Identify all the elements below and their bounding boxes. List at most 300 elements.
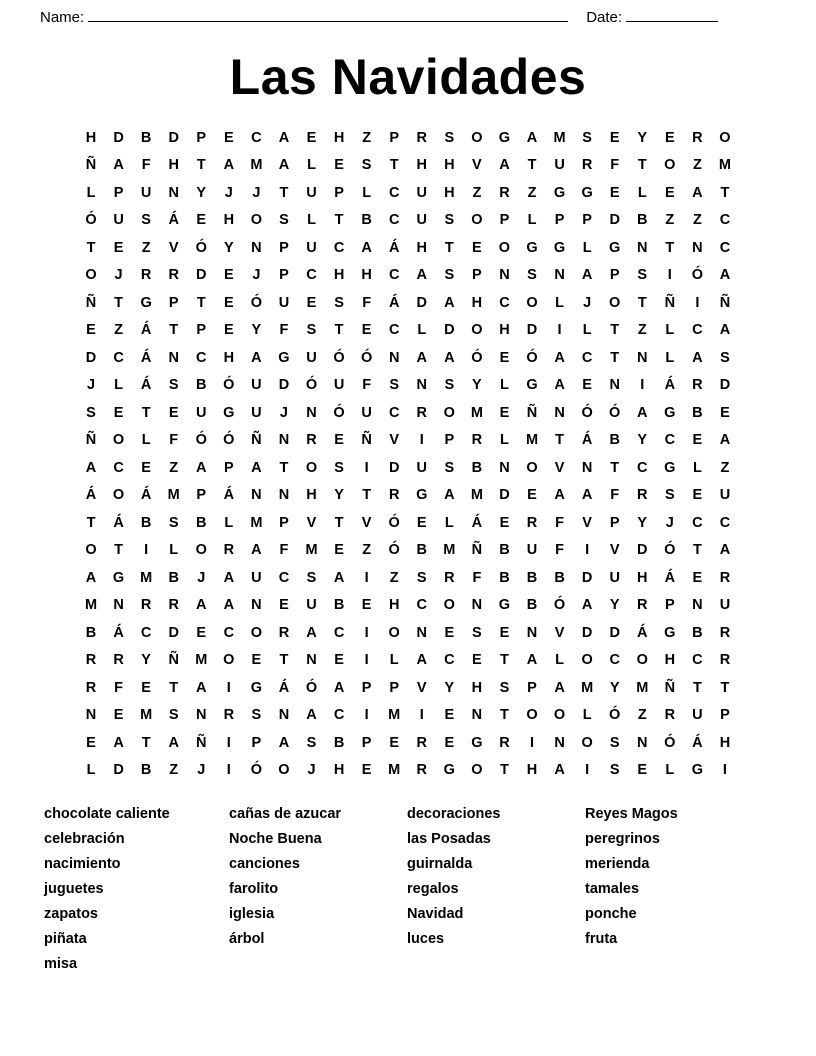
grid-cell[interactable]: S <box>306 734 317 751</box>
word-list-item[interactable]: ponche <box>585 906 637 922</box>
grid-cell[interactable]: Ó <box>250 762 263 778</box>
grid-cell[interactable]: E <box>279 597 289 613</box>
grid-cell[interactable]: Z <box>665 212 675 228</box>
grid-cell[interactable]: Á <box>581 432 593 448</box>
grid-cell[interactable]: P <box>361 734 372 751</box>
grid-cell[interactable]: A <box>196 597 207 613</box>
grid-cell[interactable]: Á <box>692 734 703 751</box>
grid-cell[interactable]: T <box>637 157 647 173</box>
grid-cell[interactable]: Á <box>664 377 676 393</box>
grid-cell[interactable]: P <box>196 129 207 146</box>
grid-cell[interactable]: E <box>416 514 427 531</box>
grid-cell[interactable]: G <box>526 239 538 256</box>
grid-cell[interactable]: D <box>278 377 290 393</box>
grid-cell[interactable]: E <box>361 322 372 338</box>
grid-cell[interactable]: B <box>692 624 703 641</box>
grid-cell[interactable]: A <box>416 652 427 668</box>
grid-cell[interactable]: R <box>444 569 455 586</box>
grid-cell[interactable]: T <box>692 679 702 696</box>
grid-cell[interactable]: R <box>416 734 427 751</box>
grid-cell[interactable]: N <box>251 239 262 256</box>
grid-cell[interactable]: O <box>526 707 538 723</box>
grid-cell[interactable]: S <box>334 459 344 476</box>
grid-cell[interactable]: C <box>719 239 731 256</box>
grid-cell[interactable]: T <box>141 404 151 421</box>
grid-cell[interactable]: F <box>472 569 482 586</box>
grid-cell[interactable]: A <box>554 377 565 393</box>
grid-cell[interactable]: N <box>416 377 427 393</box>
grid-cell[interactable]: P <box>361 679 372 696</box>
grid-cell[interactable]: G <box>581 184 593 201</box>
grid-cell[interactable]: Z <box>169 762 179 778</box>
grid-cell[interactable]: M <box>581 679 594 696</box>
grid-cell[interactable]: T <box>610 459 620 476</box>
grid-cell[interactable]: O <box>471 322 483 338</box>
grid-cell[interactable]: Á <box>113 514 124 531</box>
grid-cell[interactable]: Ó <box>388 514 400 531</box>
grid-cell[interactable]: D <box>581 624 593 641</box>
grid-cell[interactable]: R <box>471 432 483 448</box>
grid-cell[interactable]: P <box>527 679 537 696</box>
grid-cell[interactable]: I <box>722 762 727 778</box>
grid-cell[interactable]: F <box>279 542 289 558</box>
grid-cell[interactable]: E <box>664 184 675 201</box>
word-list-item[interactable]: misa <box>44 956 78 972</box>
grid-cell[interactable]: Ó <box>609 404 621 421</box>
grid-cell[interactable]: S <box>86 404 96 421</box>
grid-cell[interactable]: Ñ <box>664 294 676 311</box>
grid-cell[interactable]: F <box>362 377 372 393</box>
grid-cell[interactable]: S <box>664 487 675 503</box>
grid-cell[interactable]: T <box>692 542 702 558</box>
grid-cell[interactable]: J <box>114 267 123 283</box>
grid-cell[interactable]: L <box>637 184 647 201</box>
grid-cell[interactable]: A <box>223 157 235 173</box>
grid-cell[interactable]: R <box>581 157 593 173</box>
grid-cell[interactable]: S <box>168 514 179 531</box>
grid-cell[interactable]: O <box>112 432 125 448</box>
grid-cell[interactable]: O <box>443 404 455 421</box>
grid-cell[interactable]: E <box>334 157 344 173</box>
grid-cell[interactable]: D <box>388 459 400 476</box>
grid-cell[interactable]: C <box>251 129 262 146</box>
grid-cell[interactable]: A <box>85 569 97 586</box>
grid-cell[interactable]: Ó <box>333 404 345 421</box>
grid-cell[interactable]: H <box>499 322 510 338</box>
grid-cell[interactable]: M <box>553 129 566 146</box>
grid-cell[interactable]: D <box>609 624 620 641</box>
grid-cell[interactable]: S <box>499 679 510 696</box>
grid-cell[interactable]: J <box>252 267 261 283</box>
grid-cell[interactable]: M <box>718 157 731 173</box>
grid-cell[interactable]: Z <box>692 157 702 173</box>
grid-cell[interactable]: D <box>609 212 620 228</box>
grid-cell[interactable]: A <box>692 349 703 366</box>
grid-cell[interactable]: A <box>251 349 262 366</box>
grid-cell[interactable]: R <box>416 129 427 146</box>
grid-cell[interactable]: I <box>364 459 369 476</box>
grid-cell[interactable]: F <box>610 157 620 173</box>
grid-cell[interactable]: E <box>664 129 675 146</box>
grid-cell[interactable]: Y <box>334 487 344 503</box>
grid-cell[interactable]: Á <box>388 294 400 311</box>
grid-cell[interactable]: I <box>226 734 231 751</box>
grid-cell[interactable]: R <box>306 432 317 448</box>
grid-cell[interactable]: L <box>527 212 537 228</box>
grid-cell[interactable]: R <box>719 624 731 641</box>
grid-cell[interactable]: D <box>113 129 124 146</box>
grid-cell[interactable]: B <box>140 762 152 778</box>
grid-cell[interactable]: L <box>555 652 564 668</box>
grid-cell[interactable]: N <box>251 487 262 503</box>
grid-cell[interactable]: E <box>609 129 620 146</box>
grid-cell[interactable]: C <box>388 322 400 338</box>
grid-cell[interactable]: C <box>140 624 152 641</box>
grid-cell[interactable]: A <box>416 349 427 366</box>
grid-cell[interactable]: A <box>692 184 703 201</box>
grid-cell[interactable]: B <box>196 377 207 393</box>
grid-cell[interactable]: P <box>168 294 179 311</box>
grid-cell[interactable]: Ñ <box>168 652 179 668</box>
grid-cell[interactable]: T <box>720 679 730 696</box>
grid-cell[interactable]: O <box>636 652 648 668</box>
word-list-item[interactable]: cañas de azucar <box>229 806 342 822</box>
grid-cell[interactable]: Á <box>140 322 152 338</box>
grid-cell[interactable]: A <box>499 157 510 173</box>
grid-cell[interactable]: P <box>554 212 565 228</box>
grid-cell[interactable]: A <box>554 487 565 503</box>
grid-cell[interactable]: S <box>444 459 455 476</box>
grid-cell[interactable]: C <box>719 514 731 531</box>
grid-cell[interactable]: Y <box>637 514 648 531</box>
grid-cell[interactable]: T <box>527 157 537 173</box>
grid-cell[interactable]: E <box>223 129 234 146</box>
grid-cell[interactable]: S <box>609 762 620 778</box>
grid-cell[interactable]: S <box>389 377 400 393</box>
grid-cell[interactable]: R <box>85 652 97 668</box>
grid-cell[interactable]: Ñ <box>85 294 97 311</box>
grid-cell[interactable]: E <box>444 734 455 751</box>
date-write-line[interactable] <box>626 8 718 22</box>
grid-cell[interactable]: G <box>416 487 428 503</box>
grid-cell[interactable]: E <box>692 432 703 448</box>
grid-cell[interactable]: C <box>692 652 703 668</box>
grid-cell[interactable]: G <box>223 404 235 421</box>
word-list-item[interactable]: árbol <box>229 931 265 947</box>
grid-cell[interactable]: U <box>416 212 427 228</box>
grid-cell[interactable]: C <box>223 624 235 641</box>
grid-cell[interactable]: R <box>499 184 510 201</box>
grid-cell[interactable]: B <box>471 459 483 476</box>
grid-cell[interactable]: G <box>664 459 676 476</box>
word-list-item[interactable]: farolito <box>229 881 279 897</box>
grid-cell[interactable]: A <box>306 624 317 641</box>
grid-cell[interactable]: E <box>168 404 179 421</box>
grid-cell[interactable]: P <box>334 184 344 201</box>
grid-cell[interactable]: C <box>388 404 400 421</box>
grid-cell[interactable]: Á <box>637 624 648 641</box>
grid-cell[interactable]: P <box>251 734 262 751</box>
grid-cell[interactable]: R <box>692 129 703 146</box>
grid-cell[interactable]: T <box>279 184 289 201</box>
grid-cell[interactable]: F <box>610 487 620 503</box>
grid-cell[interactable]: H <box>333 267 345 283</box>
grid-cell[interactable]: G <box>443 762 455 778</box>
grid-cell[interactable]: I <box>557 322 562 338</box>
grid-cell[interactable]: O <box>305 459 318 476</box>
grid-cell[interactable]: G <box>140 294 152 311</box>
grid-cell[interactable]: E <box>86 734 96 751</box>
grid-cell[interactable]: L <box>692 459 702 476</box>
grid-cell[interactable]: Ó <box>581 404 593 421</box>
grid-cell[interactable]: L <box>665 322 675 338</box>
grid-cell[interactable]: R <box>719 569 731 586</box>
grid-cell[interactable]: C <box>388 184 400 201</box>
grid-cell[interactable]: M <box>140 707 153 723</box>
grid-cell[interactable]: I <box>585 542 590 558</box>
grid-cell[interactable]: V <box>389 432 400 448</box>
grid-cell[interactable]: B <box>416 542 427 558</box>
grid-cell[interactable]: C <box>278 569 290 586</box>
grid-cell[interactable]: Ó <box>195 239 207 256</box>
grid-cell[interactable]: O <box>609 294 621 311</box>
grid-cell[interactable]: R <box>140 267 152 283</box>
grid-cell[interactable]: Y <box>223 239 234 256</box>
grid-cell[interactable]: I <box>364 652 369 668</box>
grid-cell[interactable]: A <box>526 129 538 146</box>
grid-cell[interactable]: S <box>168 377 179 393</box>
grid-cell[interactable]: P <box>720 707 730 723</box>
grid-cell[interactable]: H <box>444 184 455 201</box>
grid-cell[interactable]: E <box>499 624 510 641</box>
grid-cell[interactable]: T <box>334 514 344 531</box>
word-list-item[interactable]: regalos <box>407 881 459 897</box>
grid-cell[interactable]: Ó <box>553 597 566 613</box>
grid-cell[interactable]: S <box>720 349 730 366</box>
grid-cell[interactable]: J <box>197 569 206 586</box>
grid-cell[interactable]: E <box>113 707 124 723</box>
grid-cell[interactable]: Ó <box>223 432 235 448</box>
grid-cell[interactable]: Ó <box>526 349 538 366</box>
grid-cell[interactable]: C <box>664 432 676 448</box>
grid-cell[interactable]: J <box>307 762 316 778</box>
grid-cell[interactable]: O <box>443 597 455 613</box>
grid-cell[interactable]: S <box>334 294 344 311</box>
grid-cell[interactable]: G <box>609 239 621 256</box>
grid-cell[interactable]: U <box>609 569 620 586</box>
grid-cell[interactable]: V <box>582 514 592 531</box>
grid-cell[interactable]: R <box>664 707 676 723</box>
grid-cell[interactable]: B <box>196 514 207 531</box>
grid-cell[interactable]: L <box>86 184 96 201</box>
word-list-item[interactable]: iglesia <box>229 906 275 922</box>
grid-cell[interactable]: G <box>553 184 566 201</box>
grid-cell[interactable]: G <box>664 624 676 641</box>
grid-cell[interactable]: A <box>196 679 207 696</box>
grid-cell[interactable]: Á <box>85 487 97 503</box>
grid-cell[interactable]: B <box>333 734 345 751</box>
grid-cell[interactable]: U <box>306 349 317 366</box>
grid-cell[interactable]: O <box>553 707 566 723</box>
grid-cell[interactable]: A <box>361 239 372 256</box>
grid-cell[interactable]: E <box>223 322 234 338</box>
grid-cell[interactable]: P <box>499 212 510 228</box>
grid-cell[interactable]: M <box>470 404 483 421</box>
grid-cell[interactable]: T <box>169 322 179 338</box>
grid-cell[interactable]: T <box>114 294 123 311</box>
grid-cell[interactable]: L <box>582 239 592 256</box>
grid-cell[interactable]: U <box>251 569 262 586</box>
word-list-item[interactable]: merienda <box>585 856 650 872</box>
grid-cell[interactable]: E <box>361 597 372 613</box>
grid-cell[interactable]: O <box>223 652 235 668</box>
grid-cell[interactable]: T <box>444 239 454 256</box>
grid-cell[interactable]: D <box>168 624 179 641</box>
grid-cell[interactable]: S <box>168 707 179 723</box>
grid-cell[interactable]: N <box>251 597 262 613</box>
grid-cell[interactable]: T <box>720 184 730 201</box>
grid-cell[interactable]: Á <box>168 212 179 228</box>
grid-cell[interactable]: R <box>278 624 290 641</box>
grid-cell[interactable]: E <box>582 377 592 393</box>
word-list-item[interactable]: canciones <box>229 856 300 872</box>
grid-cell[interactable]: H <box>637 569 648 586</box>
grid-cell[interactable]: E <box>141 459 151 476</box>
grid-cell[interactable]: N <box>388 349 400 366</box>
grid-cell[interactable]: S <box>444 267 455 283</box>
grid-cell[interactable]: U <box>306 184 317 201</box>
grid-cell[interactable]: G <box>526 377 538 393</box>
grid-cell[interactable]: I <box>667 267 672 283</box>
grid-cell[interactable]: D <box>719 377 731 393</box>
grid-cell[interactable]: Z <box>527 184 537 201</box>
grid-cell[interactable]: V <box>306 514 317 531</box>
grid-cell[interactable]: C <box>196 349 207 366</box>
grid-cell[interactable]: A <box>251 542 262 558</box>
grid-cell[interactable]: U <box>306 597 317 613</box>
grid-cell[interactable]: A <box>719 322 731 338</box>
grid-cell[interactable]: A <box>444 487 455 503</box>
grid-cell[interactable]: M <box>443 542 456 558</box>
grid-cell[interactable]: N <box>306 404 317 421</box>
grid-cell[interactable]: E <box>86 322 96 338</box>
grid-cell[interactable]: G <box>250 679 263 696</box>
grid-cell[interactable]: H <box>471 294 483 311</box>
grid-cell[interactable]: C <box>113 459 124 476</box>
grid-cell[interactable]: C <box>388 267 400 283</box>
grid-cell[interactable]: T <box>141 734 151 751</box>
grid-cell[interactable]: S <box>444 212 455 228</box>
grid-cell[interactable]: A <box>278 734 290 751</box>
grid-cell[interactable]: Y <box>141 652 151 668</box>
grid-cell[interactable]: Á <box>664 569 676 586</box>
grid-cell[interactable]: B <box>140 514 152 531</box>
grid-cell[interactable]: Ó <box>250 294 263 311</box>
grid-cell[interactable]: Z <box>637 322 647 338</box>
grid-cell[interactable]: U <box>416 459 427 476</box>
grid-cell[interactable]: E <box>223 267 234 283</box>
grid-cell[interactable]: O <box>471 129 483 146</box>
grid-cell[interactable]: O <box>250 624 263 641</box>
grid-cell[interactable]: Ñ <box>361 432 372 448</box>
grid-cell[interactable]: N <box>168 349 179 366</box>
grid-cell[interactable]: Ñ <box>471 542 483 558</box>
grid-cell[interactable]: Ñ <box>251 432 262 448</box>
grid-cell[interactable]: M <box>167 487 180 503</box>
grid-cell[interactable]: A <box>85 459 97 476</box>
grid-cell[interactable]: G <box>664 404 676 421</box>
grid-cell[interactable]: L <box>141 432 151 448</box>
word-list-item[interactable]: guirnalda <box>407 856 473 872</box>
grid-cell[interactable]: A <box>278 157 290 173</box>
grid-cell[interactable]: V <box>554 459 565 476</box>
grid-cell[interactable]: U <box>554 157 565 173</box>
grid-cell[interactable]: N <box>278 432 290 448</box>
grid-cell[interactable]: N <box>499 267 510 283</box>
grid-cell[interactable]: N <box>85 707 97 723</box>
grid-cell[interactable]: F <box>279 322 289 338</box>
grid-cell[interactable]: A <box>223 569 235 586</box>
grid-cell[interactable]: I <box>419 707 424 723</box>
grid-cell[interactable]: A <box>719 542 731 558</box>
grid-cell[interactable]: Y <box>637 129 648 146</box>
grid-cell[interactable]: P <box>472 267 482 283</box>
grid-cell[interactable]: Ó <box>305 679 318 696</box>
grid-cell[interactable]: V <box>609 542 620 558</box>
grid-cell[interactable]: T <box>196 294 206 311</box>
grid-cell[interactable]: L <box>362 184 372 201</box>
grid-cell[interactable]: S <box>141 212 151 228</box>
grid-cell[interactable]: H <box>471 679 483 696</box>
grid-cell[interactable]: A <box>168 734 179 751</box>
grid-cell[interactable]: O <box>664 157 676 173</box>
grid-cell[interactable]: R <box>416 404 427 421</box>
grid-cell[interactable]: H <box>526 762 538 778</box>
grid-cell[interactable]: Z <box>362 129 372 146</box>
word-list-item[interactable]: piñata <box>44 931 87 947</box>
grid-cell[interactable]: I <box>364 624 369 641</box>
grid-cell[interactable]: I <box>226 679 231 696</box>
grid-cell[interactable]: L <box>582 707 592 723</box>
grid-cell[interactable]: I <box>419 432 424 448</box>
grid-cell[interactable]: L <box>169 542 179 558</box>
grid-cell[interactable]: U <box>719 597 731 613</box>
grid-cell[interactable]: T <box>555 432 564 448</box>
grid-cell[interactable]: E <box>692 569 703 586</box>
grid-cell[interactable]: P <box>279 239 289 256</box>
grid-cell[interactable]: T <box>665 239 675 256</box>
word-list-item[interactable]: nacimiento <box>44 856 121 872</box>
grid-cell[interactable]: C <box>719 212 731 228</box>
grid-cell[interactable]: J <box>252 184 261 201</box>
grid-cell[interactable]: A <box>637 404 648 421</box>
grid-cell[interactable]: C <box>692 514 703 531</box>
grid-cell[interactable]: Ñ <box>719 294 731 311</box>
grid-cell[interactable]: J <box>86 377 96 393</box>
grid-cell[interactable]: A <box>444 294 455 311</box>
grid-cell[interactable]: B <box>499 542 510 558</box>
grid-cell[interactable]: H <box>361 267 372 283</box>
grid-cell[interactable]: J <box>224 184 233 201</box>
grid-cell[interactable]: N <box>168 184 179 201</box>
grid-cell[interactable]: M <box>84 597 98 613</box>
grid-cell[interactable]: Á <box>140 349 152 366</box>
grid-cell[interactable]: R <box>85 679 97 696</box>
grid-cell[interactable]: N <box>609 377 620 393</box>
grid-cell[interactable]: C <box>306 267 317 283</box>
grid-cell[interactable]: M <box>636 679 649 696</box>
grid-cell[interactable]: C <box>637 459 648 476</box>
